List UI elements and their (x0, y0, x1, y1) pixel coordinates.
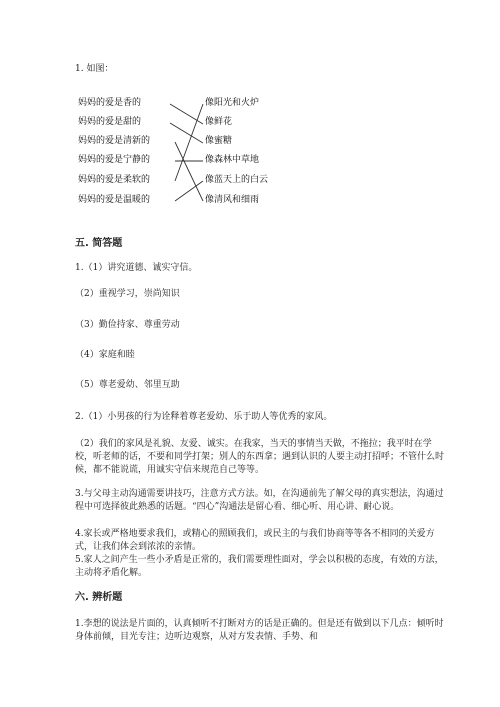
match-line (170, 123, 203, 143)
answer-line: 2.（1）小男孩的行为诠释着尊老爱幼、乐于助人等优秀的家风。 (75, 412, 333, 422)
section-heading: 六. 辨析题 (75, 592, 123, 603)
right-item: 像森林中草地 (205, 155, 260, 165)
answer-paragraph: 1.李想的说法是片面的，认真倾听不打断对方的话是正确的。但是还有做到以下几点：倾听时身体前倾，目光专注；边听边观察，从对方发表情、手势、和 (75, 619, 444, 642)
question-intro: 1. 如图： (75, 64, 114, 74)
match-line (170, 104, 203, 124)
left-item: 妈妈的爱是清新的 (78, 136, 151, 146)
right-item: 像鲜花 (205, 117, 233, 127)
right-item: 像清风和细雨 (205, 195, 260, 205)
left-item: 妈妈的爱是甜的 (78, 117, 142, 127)
answer-paragraph: 3.与父母主动沟通需要讲技巧，注意方式方法。如，在沟通前先了解父母的真实想法，沟通过程中可选择彼此熟悉的话题。“四心”沟通法是留心看、细心听、用心讲、耐心说。 (75, 489, 444, 512)
right-item: 像蓝天上的白云 (205, 175, 269, 185)
answer-line: （3）勤俭持家、尊重劳动 (75, 320, 180, 330)
answer-paragraph: 4.家长或严格地要求我们，或精心的照顾我们，或民主的与我们协商等等各不相同的关爱方式，让我们体会到浓浓的亲情。 (75, 529, 435, 552)
answer-line: （2）重视学习，崇尚知识 (75, 289, 180, 299)
match-line (175, 142, 203, 201)
left-item: 妈妈的爱是宁静的 (78, 155, 151, 165)
answer-line: （5）尊老爱幼、邻里互助 (75, 380, 180, 390)
left-item: 妈妈的爱是香的 (78, 98, 142, 108)
matching-lines (0, 0, 500, 230)
answer-line: 1.（1）讲究道德、诚实守信。 (75, 263, 198, 273)
answer-line: （4）家庭和睦 (75, 350, 135, 360)
section-heading: 五. 简答题 (75, 238, 123, 249)
left-item: 妈妈的爱是温暖的 (78, 195, 151, 205)
right-item: 像蜜糖 (205, 136, 233, 146)
answer-paragraph: 5.家人之间产生一些小矛盾是正常的，我们需要理性面对，学会以积极的态度，有效的方法，主动将矛盾化解。 (75, 555, 444, 578)
left-item: 妈妈的爱是柔软的 (78, 175, 151, 185)
match-line (175, 181, 203, 201)
right-item: 像阳光和火炉 (205, 98, 260, 108)
answer-paragraph: （2）我们的家风是礼貌、友爱、诚实。在我家，当天的事情当天做，不拖拉；我平时在学校，听老师的话，不要和同学打架；别人的东西拿；遇到认识的人要主动打招呼；不管什么时候，都不能说谎，用诚实守信来规范自己等等。 (75, 439, 445, 475)
